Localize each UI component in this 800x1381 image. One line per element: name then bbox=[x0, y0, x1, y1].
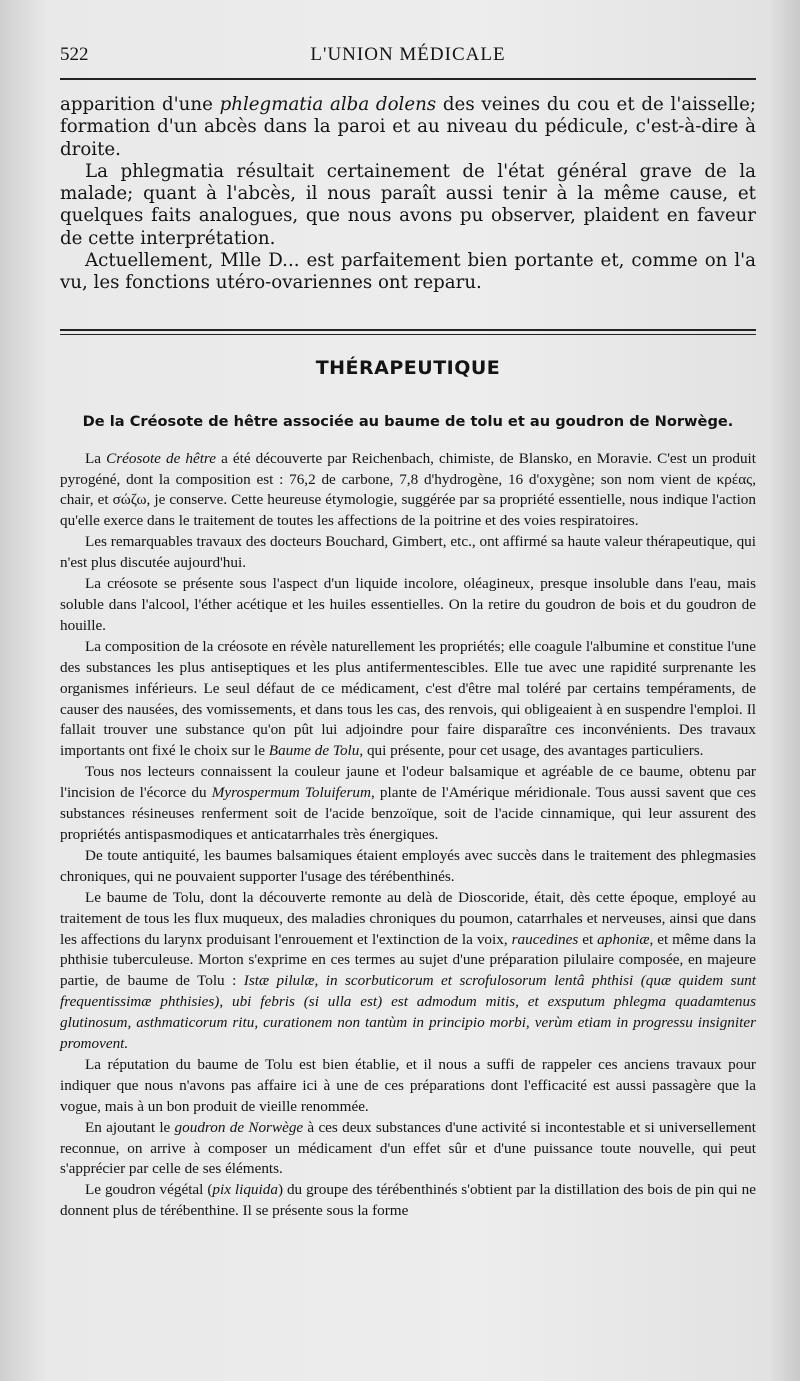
body-paragraph-9: En ajoutant le goudron de Norwège à ces deux substances d'une activité si incontestable et si universellement reconnue, on arrive à composer un médicament d'un effet sûr et d'une puissance toute nouvelle, qui peut s'apprécier par celle de ses éléments. bbox=[60, 1118, 756, 1178]
body-paragraph-2: Les remarquables travaux des docteurs Bouchard, Gimbert, etc., ont affirmé sa haute valeur thérapeutique, qui n'est plus discutée aujourd'hui. bbox=[60, 533, 756, 572]
body-paragraph-5: Tous nos lecteurs connaissent la couleur jaune et l'odeur balsamique et agréable de ce baume, obtenu par l'incision de l'écorce du Myrospermum Toluiferum, plante de l'Amérique méridionale. Tous aussi savent que ces substances résineuses renferment soit de l'acide benzoïque, soit de l'acide cinnamique, qui leur assurent des propriétés antispasmodiques et anticatarrhales très énergiques. bbox=[60, 763, 756, 843]
running-head bbox=[60, 38, 756, 72]
body-paragraph-7: Le baume de Tolu, dont la découverte remonte au delà de Dioscoride, était, dès cette époque, employé au traitement de tous les flux muqueux, des maladies chroniques du poumon, catarrhales et nerveuses, ainsi que dans les affections du larynx produisant l'enrouement et l'extinction de la voix, raucedines et aphoniæ, et même dans la phthisie tuberculeuse. Morton s'exprime en ces termes au sujet d'une préparation pilulaire composée, en majeure partie, de baume de Tolu : Istæ pilulæ, in scorbuticorum et scrofulosorum lentâ phthisi (quæ quidem sunt frequentissimæ phthisies), ubi febris (si ulla est) est admodum mitis, et exsputum phlegma quadamtenus glutinosum, asthmaticorum ritu, curationem non tantùm in principio morbi, verùm etiam in progressu insigniter promovent. bbox=[60, 888, 756, 1053]
intro-paragraph-3: Actuellement, Mlle D... est parfaitement bien portante et, comme on l'a vu, les fonctions utéro-ovariennes ont reparu. bbox=[60, 250, 756, 294]
page-number: 522 bbox=[60, 44, 89, 65]
header-rule bbox=[60, 78, 756, 80]
body-paragraph-10: Le goudron végétal (pix liquida) du groupe des térébenthinés s'obtient par la distillation des bois de pin qui ne donnent plus de térébenthine. Il se présente sous la forme bbox=[60, 1181, 757, 1220]
body-paragraph-8: La réputation du baume de Tolu est bien établie, et il nous a suffi de rappeler ces anciens travaux pour indiquer que nous n'avons pas affaire ici à une de ces préparations dont l'efficacité est aussi passagère que la vogue, mais à un bon produit de vieille renommée. bbox=[60, 1055, 756, 1115]
intro-paragraph-1: apparition d'une phlegmatia alba dolens des veines du cou et de l'aisselle; formation d'un abcès dans la paroi et au niveau du pédicule, c'est-à-dire à droite. bbox=[60, 94, 756, 160]
body-paragraph-4: La composition de la créosote en révèle naturellement les propriétés; elle coagule l'albumine et constitue l'une des substances les plus antiseptiques et les plus antifermentescibles. Elle tue avec une rapidité surprenante les organismes inférieurs. Le seul défaut de ce médicament, c'est d'être mal toléré par certains tempéraments, de causer des nausées, des vomissements, et dans tous les cas, des renvois, qui obligeaient à en suspendre l'emploi. Il fallait trouver une substance qu'on pût lui adjoindre pour faire disparaître ces inconvénients. Des travaux importants ont fixé le choix sur le Baume de Tolu, qui présente, pour cet usage, des avantages particuliers. bbox=[60, 637, 756, 760]
body-paragraph-6: De toute antiquité, les baumes balsamiques étaient employés avec succès dans le traitement des phlegmasies chroniques, qui ne pouvaient supporter l'usage des térébenthinés. bbox=[60, 846, 756, 885]
intro-paragraph-2: La phlegmatia résultait certainement de l'état général grave de la malade; quant à l'abcès, il nous paraît aussi tenir à la même cause, et quelques faits analogues, que nous avons pu observer, plaident en faveur de cette interprétation. bbox=[60, 160, 756, 249]
journal-title: L'UNION MÉDICALE bbox=[310, 44, 506, 65]
section-title: THÉRAPEUTIQUE bbox=[315, 356, 501, 379]
body-paragraph-1: La Créosote de hêtre a été découverte par Reichenbach, chimiste, de Blansko, en Moravie. C'est un produit pyrogéné, dont la composition est : 76,2 de carbone, 7,8 d'hydrogène, 16 d'oxygène; son nom vient de κρέας, chair, et σώζω, je conserve. Cette heureuse étymologie, suggérée par sa propriété essentielle, nous indique l'action qu'elle exerce dans le traitement de toutes les affections de la poitrine et des voies respiratoires. bbox=[60, 449, 756, 530]
emphasis-term: phlegmatia alba dolens bbox=[219, 94, 437, 115]
latin-quotation: Istæ pilulæ, in scorbuticorum et scrofulosorum lentâ phthisi (quæ quidem sunt frequentissimæ phthisies), ubi febris (si ulla est) est admodum mitis, et exsputum phlegma quadamtenus glutinosum, asthmaticorum ritu, curationem non tantùm in principio morbi, verùm etiam in progressu insigniter promovent. bbox=[60, 972, 756, 1053]
body-paragraph-3: La créosote se présente sous l'aspect d'un liquide incolore, oléagineux, presque insoluble dans l'eau, mais soluble dans l'alcool, l'éther acétique et les huiles essentielles. On la retire du goudron de bois et du goudron de houille. bbox=[60, 575, 756, 634]
article-title: De la Créosote de hêtre associée au baume de tolu et au goudron de Norwège. bbox=[82, 412, 734, 430]
section-divider bbox=[60, 329, 756, 335]
